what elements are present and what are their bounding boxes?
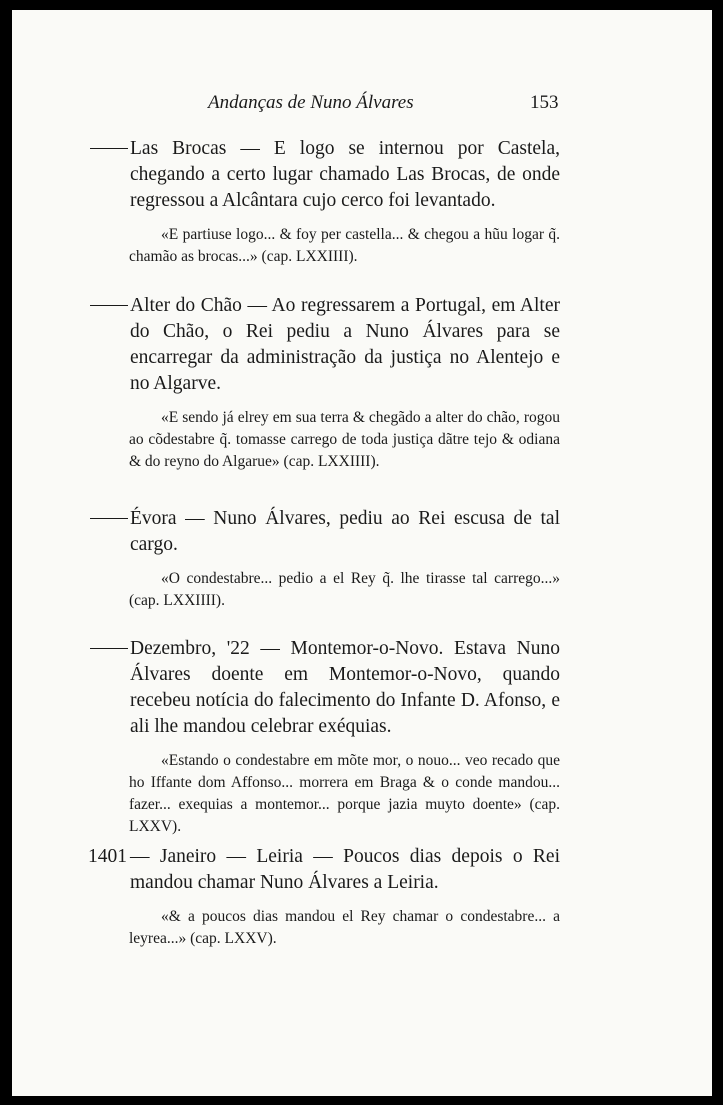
entry-text: Las Brocas — E logo se internou por Castela, chegando a certo lugar chamado Las Brocas, de onde regressou a Alcântara cujo cerco foi levantado. xyxy=(130,136,560,214)
entry-year: 1401 xyxy=(88,846,127,867)
chronicle-quote: «Estando o condestabre em mõte mor, o nouo... veo recado que ho Iffante dom Affonso... morrera em Braga & o conde mandou... fazer... exequias a montemor... porque jazia muyto doente» (cap. LXXV). xyxy=(129,752,560,835)
running-title: Andanças de Nuno Álvares xyxy=(208,92,414,113)
chronicle-quote: «E partiuse logo... & foy per castella... & chegou a hũu logar q̃. chamão as brocas...» (cap. LXXIIII). xyxy=(129,226,560,265)
book-page xyxy=(12,10,712,1096)
chronology-entry-montemor xyxy=(12,636,712,838)
chronicle-quote: «O condestabre... pedio a el Rey q̃. lhe tirasse tal carrego...» (cap. LXXIIII). xyxy=(129,570,560,609)
entry-text: Alter do Chão — Ao regressarem a Portugal, em Alter do Chão, o Rei pediu a Nuno Álvares para se encarregar da administração da justiça no Alentejo e no Algarve. xyxy=(130,293,560,397)
chronology-entry-alter-do-chao xyxy=(12,293,712,473)
entry-text: 1401 — Janeiro — Leiria — Poucos dias depois o Rei mandou chamar Nuno Álvares a Leiria. xyxy=(88,846,560,893)
chronicle-quote: «& a poucos dias mandou el Rey chamar o condestabre... a leyrea...» (cap. LXXV). xyxy=(129,908,560,947)
entry-text: Dezembro, '22 — Montemor-o-Novo. Estava Nuno Álvares doente em Montemor-o-Novo, quando recebeu notícia do falecimento do Infante D. Afonso, e ali lhe mandou celebrar exéquias. xyxy=(130,636,560,740)
chronicle-quote: «E sendo já elrey em sua terra & chegãdo a alter do chão, rogou ao cõdestabre q̃. tomasse carrego de toda justiça dãtre tejo & odiana & do reyno do Algarue» (cap. LXXIIII). xyxy=(129,409,560,470)
chronology-entry-evora xyxy=(12,506,712,612)
chronology-entry-las-brocas xyxy=(12,136,712,268)
chronology-entry-leiria xyxy=(12,844,712,950)
page-header xyxy=(12,92,712,122)
page-number: 153 xyxy=(530,92,559,113)
entry-text: Évora — Nuno Álvares, pediu ao Rei escusa de tal cargo. xyxy=(130,506,560,558)
